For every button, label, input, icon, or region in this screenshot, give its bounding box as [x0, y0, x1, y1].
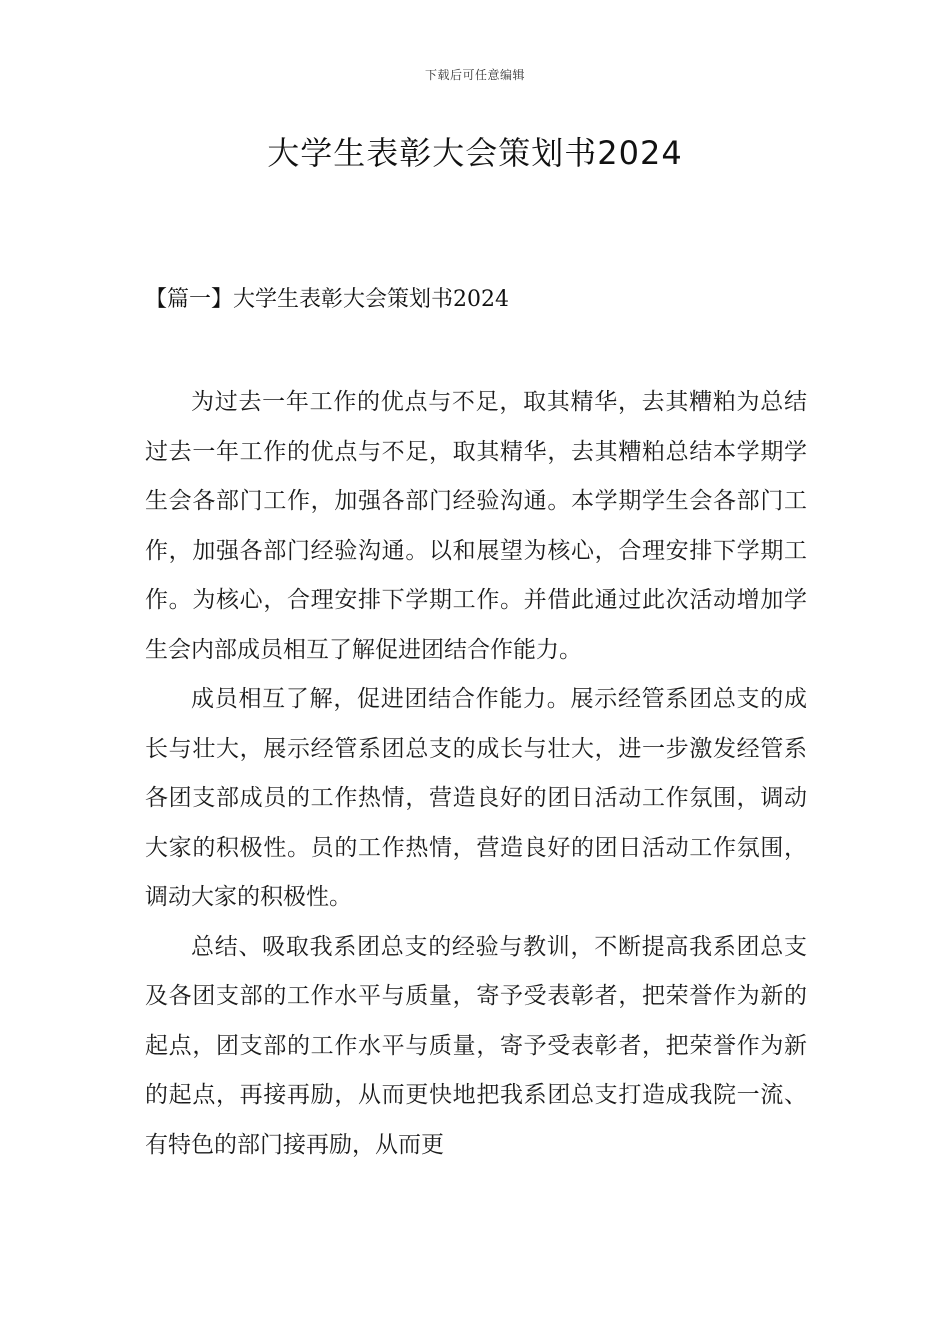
paragraph-1: 为过去一年工作的优点与不足，取其精华，去其糟粕为总结过去一年工作的优点与不足，取其精华，去其糟粕总结本学期学生会各部门工作，加强各部门经验沟通。本学期学生会各部门工作，加强各部门经验沟通。以和展望为核心，合理安排下学期工作。为核心，合理安排下学期工作。并借此通过此次活动增加学生会内部成员相互了解促进团结合作能力。	[145, 389, 807, 663]
body-text	[145, 378, 807, 1170]
section-heading: 【篇一】大学生表彰大会策划书2024	[145, 287, 509, 312]
header-note: 下载后可任意编辑	[424, 68, 525, 82]
paragraph-2: 成员相互了解，促进团结合作能力。展示经管系团总支的成长与壮大，展示经管系团总支的成长与壮大，进一步激发经管系各团支部成员的工作热情，营造良好的团日活动工作氛围，调动大家的积极性。员的工作热情，营造良好的团日活动工作氛围，调动大家的积极性。	[145, 686, 807, 910]
paragraph-3: 总结、吸取我系团总支的经验与教训，不断提高我系团总支及各团支部的工作水平与质量，寄予受表彰者，把荣誉作为新的起点，团支部的工作水平与质量，寄予受表彰者，把荣誉作为新的起点，再接再励，从而更快地把我系团总支打造成我院一流、有特色的部门接再励，从而更	[145, 933, 807, 1158]
document-title: 大学生表彰大会策划书2024	[267, 134, 683, 172]
